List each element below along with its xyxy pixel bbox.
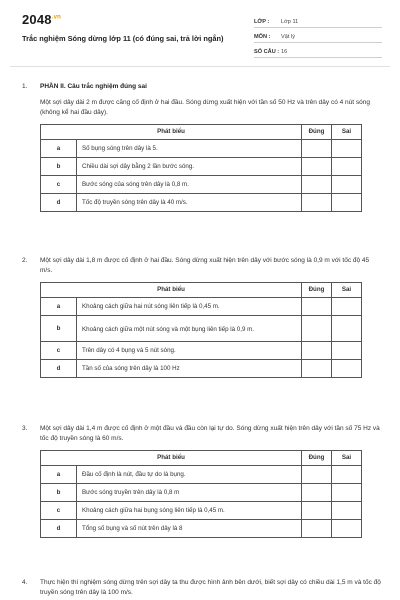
document-title: Trắc nghiệm Sóng dừng lớp 11 (có đúng sai, trả lời ngắn): [22, 34, 224, 43]
true-cell[interactable]: [302, 158, 332, 176]
meta-value: 16: [281, 49, 288, 55]
question-4: [22, 578, 382, 598]
false-cell[interactable]: [332, 316, 362, 342]
header-false: Sai: [332, 283, 362, 298]
true-cell[interactable]: [302, 298, 332, 316]
row-statement: Bước sóng truyền trên dây là 0,8 m: [77, 484, 302, 502]
header-statement: Phát biểu: [41, 125, 302, 140]
header-true: Đúng: [302, 125, 332, 140]
row-statement: Trên dây có 4 bụng và 5 nút sóng.: [77, 342, 302, 360]
table-row: [41, 520, 362, 538]
question-2: [22, 256, 382, 378]
false-cell[interactable]: [332, 342, 362, 360]
question-number: 1.: [22, 83, 28, 90]
table-row: [41, 194, 362, 212]
true-cell[interactable]: [302, 140, 332, 158]
header-false: Sai: [332, 125, 362, 140]
false-cell[interactable]: [332, 140, 362, 158]
meta-info: [254, 15, 382, 60]
table-row: [41, 502, 362, 520]
question-number: 2.: [22, 257, 28, 264]
true-cell[interactable]: [302, 342, 332, 360]
question-number: 3.: [22, 425, 28, 432]
table-row: [41, 158, 362, 176]
question-3: [22, 424, 382, 538]
header-true: Đúng: [302, 451, 332, 466]
row-label: b: [41, 484, 77, 502]
row-label: d: [41, 194, 77, 212]
question-1: [22, 82, 382, 212]
false-cell[interactable]: [332, 176, 362, 194]
row-statement: Tốc độ truyền sóng trên dây là 40 m/s.: [77, 194, 302, 212]
logo-suffix: .vn: [51, 14, 62, 21]
question-text: Thực hiện thí nghiệm sóng dừng trên sợi dây ta thu được hình ảnh bên dưới, biết sợi dây có chiều dài 1,5 m và tốc độ truyền sóng trên dây là 100 m/s.: [40, 579, 381, 596]
table-header-row: [41, 283, 362, 298]
table-row: [41, 176, 362, 194]
row-label: c: [41, 342, 77, 360]
header-divider: [10, 66, 390, 67]
meta-key: MÔN :: [254, 34, 271, 40]
row-statement: Bước sóng của sóng trên dây là 0,8 m.: [77, 176, 302, 194]
row-statement: Số bụng sóng trên dây là 5.: [77, 140, 302, 158]
true-cell[interactable]: [302, 176, 332, 194]
answer-table: [40, 282, 362, 378]
meta-count: [254, 45, 382, 58]
row-label: c: [41, 502, 77, 520]
row-label: c: [41, 176, 77, 194]
false-cell[interactable]: [332, 502, 362, 520]
answer-table: [40, 124, 362, 212]
meta-value: Lớp 11: [281, 19, 299, 25]
table-row: [41, 466, 362, 484]
true-cell[interactable]: [302, 194, 332, 212]
true-cell[interactable]: [302, 466, 332, 484]
question-text: Một sợi dây dài 2 m được căng cố định ở hai đầu. Sóng dừng xuất hiện với tần số 50 Hz và trên dây có 4 nút sóng (không kể hai đầu dây).: [40, 99, 370, 116]
row-label: d: [41, 360, 77, 378]
page-header: [22, 12, 382, 62]
meta-class: [254, 15, 382, 28]
row-statement: Khoảng cách giữa hai bụng sóng liên tiếp là 0,45 m.: [77, 502, 302, 520]
table-header-row: [41, 125, 362, 140]
row-label: a: [41, 466, 77, 484]
false-cell[interactable]: [332, 194, 362, 212]
question-text: Một sợi dây dài 1,4 m được cố định ở một đầu và đầu còn lại tự do. Sóng dừng xuất hiện trên dây với tần số 75 Hz và tốc độ truyền sóng là 60 m/s.: [40, 425, 380, 442]
table-row: [41, 316, 362, 342]
table-row: [41, 140, 362, 158]
false-cell[interactable]: [332, 158, 362, 176]
question-text: Một sợi dây dài 1,8 m được cố định ở hai đầu. Sóng dừng xuất hiện trên dây với bước sóng là 0,9 m với tốc độ 45 m/s.: [40, 257, 370, 274]
row-statement: Tổng số bụng và số nút trên dây là 8: [77, 520, 302, 538]
meta-key: SỐ CÂU :: [254, 49, 280, 55]
site-logo[interactable]: [22, 12, 61, 27]
header-false: Sai: [332, 451, 362, 466]
row-label: d: [41, 520, 77, 538]
row-label: a: [41, 140, 77, 158]
section-heading: PHẦN II. Câu trắc nghiệm đúng sai: [40, 83, 147, 90]
table-row: [41, 298, 362, 316]
true-cell[interactable]: [302, 316, 332, 342]
answer-table: [40, 450, 362, 538]
row-label: a: [41, 298, 77, 316]
true-cell[interactable]: [302, 502, 332, 520]
header-statement: Phát biểu: [41, 451, 302, 466]
table-row: [41, 484, 362, 502]
row-statement: Khoảng cách giữa một nút sóng và một bụng liên tiếp là 0,9 m.: [77, 316, 302, 342]
meta-key: LỚP :: [254, 19, 270, 25]
table-header-row: [41, 451, 362, 466]
false-cell[interactable]: [332, 520, 362, 538]
logo-text: 2048: [22, 12, 52, 27]
false-cell[interactable]: [332, 298, 362, 316]
row-statement: Khoảng cách giữa hai nút sóng liên tiếp là 0,45 m.: [77, 298, 302, 316]
true-cell[interactable]: [302, 520, 332, 538]
meta-subject: [254, 30, 382, 43]
false-cell[interactable]: [332, 466, 362, 484]
table-row: [41, 360, 362, 378]
row-statement: Tần số của sóng trên dây là 100 Hz: [77, 360, 302, 378]
false-cell[interactable]: [332, 484, 362, 502]
row-statement: Đầu cố định là nút, đầu tự do là bụng.: [77, 466, 302, 484]
row-statement: Chiều dài sợi dây bằng 2 lần bước sóng.: [77, 158, 302, 176]
row-label: b: [41, 316, 77, 342]
table-row: [41, 342, 362, 360]
header-true: Đúng: [302, 283, 332, 298]
true-cell[interactable]: [302, 484, 332, 502]
true-cell[interactable]: [302, 360, 332, 378]
header-statement: Phát biểu: [41, 283, 302, 298]
false-cell[interactable]: [332, 360, 362, 378]
row-label: b: [41, 158, 77, 176]
meta-value: Vật lý: [281, 34, 295, 40]
question-number: 4.: [22, 579, 28, 586]
